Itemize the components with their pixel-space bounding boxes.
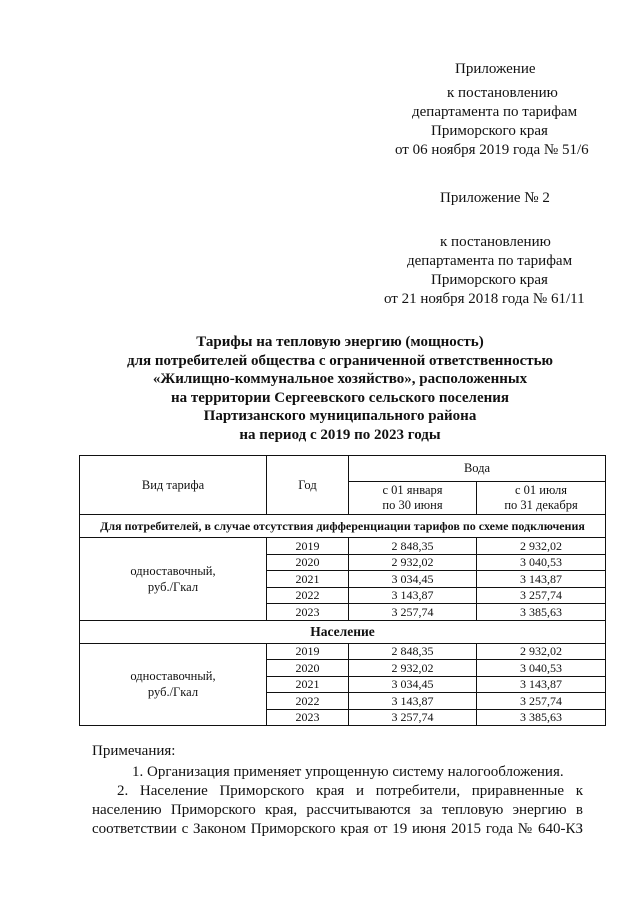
header-water: Вода [349,456,606,482]
year-cell: 2023 [267,709,349,726]
appendix2-line: от 21 ноября 2018 года № 61/11 [384,291,585,307]
appendix-line: к постановлению [447,85,558,101]
value-cell: 2 932,02 [349,660,477,677]
title-line: на территории Сергеевского сельского поселения [170,389,510,406]
tariff-type-cell [80,538,267,621]
title-line: на период с 2019 по 2023 годы [239,426,441,443]
value-cell: 3 257,74 [349,604,477,621]
value-cell: 3 040,53 [477,554,606,571]
value-cell: 3 034,45 [349,676,477,693]
year-cell: 2021 [267,676,349,693]
value-cell: 3 143,87 [477,571,606,588]
note-2-line: 2. Население Приморского края и потребители, приравненные к [117,783,583,799]
appendix2-title: Приложение № 2 [440,190,550,206]
appendix-line: от 06 ноября 2019 года № 51/6 [395,142,589,158]
value-cell: 3 385,63 [477,709,606,726]
tariff-table [79,455,606,726]
note-2-line: соответствии с Законом Приморского края от 19 июня 2015 года № 640-КЗ [92,821,583,837]
section-title: Для потребителей, в случае отсутствия дифференциации тарифов по схеме подключения [80,515,606,538]
value-cell: 2 932,02 [477,643,606,660]
period-2-line: с 01 июля [515,483,568,497]
tariff-type-line: руб./Гкал [147,579,199,594]
appendix2-line: к постановлению [440,234,551,250]
appendix-line: департамента по тарифам [412,104,578,120]
appendix2-line: департамента по тарифам [407,253,573,269]
title-line: Партизанского муниципального района [203,408,477,424]
period-1-line: по 30 июня [382,498,443,512]
year-cell: 2023 [267,604,349,621]
section-title: Население [80,620,606,643]
title-line: Тарифы на тепловую энергию (мощность) [196,334,484,350]
year-cell: 2022 [267,587,349,604]
value-cell: 2 932,02 [349,554,477,571]
tariff-type-line: руб./Гкал [147,685,199,700]
year-cell: 2020 [267,554,349,571]
year-cell: 2019 [267,643,349,660]
tariff-type-line: одноставочный, [130,669,216,684]
year-cell: 2021 [267,571,349,588]
value-cell: 3 143,87 [349,587,477,604]
value-cell: 2 932,02 [477,538,606,555]
header-period-1 [349,482,477,515]
year-cell: 2020 [267,660,349,677]
value-cell: 3 040,53 [477,660,606,677]
appendix2-line: Приморского края [431,272,548,288]
note-2 [92,782,583,839]
value-cell: 2 848,35 [349,538,477,555]
year-cell: 2022 [267,693,349,710]
tariff-type-line: одноставочный, [130,563,216,578]
header-tariff-type: Вид тарифа [80,456,267,515]
note-2-line: населению Приморского края, рассчитываются за тепловую энергию в [92,802,583,818]
appendix-line: Приморского края [431,123,548,139]
year-cell: 2019 [267,538,349,555]
period-1-line: с 01 января [382,483,443,497]
header-year: Год [267,456,349,515]
value-cell: 3 034,45 [349,571,477,588]
note-1: 1. Организация применяет упрощенную систему налогообложения. [132,764,564,780]
header-period-2 [477,482,606,515]
title-line: «Жилищно-коммунальное хозяйство», расположенных [152,371,528,387]
tariff-type-cell [80,643,267,726]
value-cell: 3 143,87 [477,676,606,693]
value-cell: 3 257,74 [477,587,606,604]
notes-heading: Примечания: [92,743,176,759]
value-cell: 3 257,74 [349,709,477,726]
value-cell: 3 385,63 [477,604,606,621]
value-cell: 3 257,74 [477,693,606,710]
appendix-title: Приложение [455,61,536,77]
period-2-line: по 31 декабря [504,498,578,512]
value-cell: 3 143,87 [349,693,477,710]
title-line: для потребителей общества с ограниченной ответственностью [127,352,553,369]
value-cell: 2 848,35 [349,643,477,660]
document-title [60,333,620,444]
